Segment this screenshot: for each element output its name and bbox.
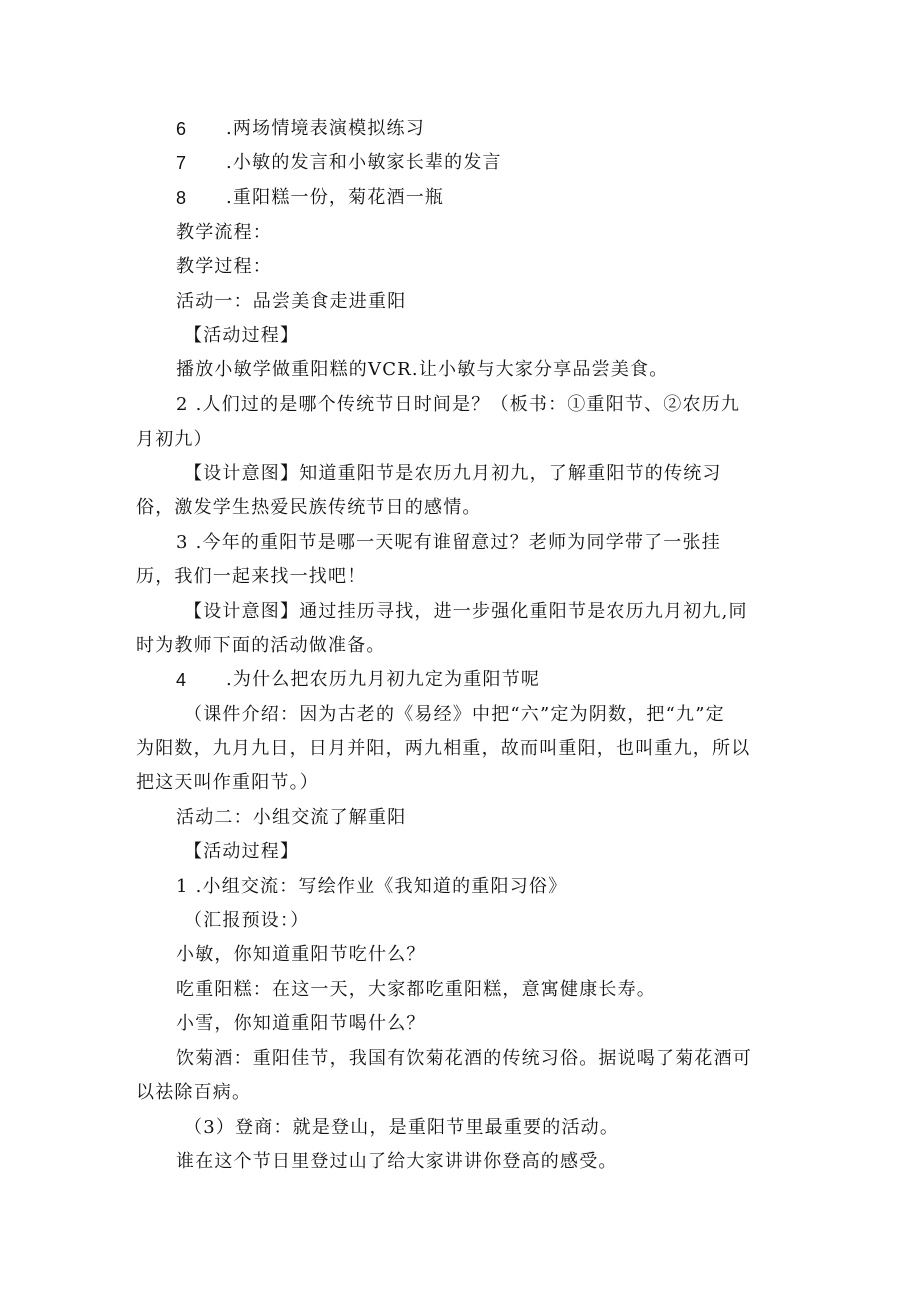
heading-teaching-process: 教学过程： [176, 256, 272, 277]
activity-2-process-label: 【活动过程】 [184, 841, 300, 862]
courseware-intro-line-2: 为阳数，九月九日，日月并阳，两九相重，故而叫重阳，也叫重九，所以 [136, 738, 751, 759]
activity-1-vcr: 播放小敏学做重阳糕的VCR.让小敏与大家分享品尝美食。 [176, 359, 669, 380]
heading-activity-2: 活动二：小组交流了解重阳 [176, 807, 407, 828]
question-what-to-eat: 小敏，你知道重阳节吃什么？ [176, 944, 426, 965]
material-item-8: .重阳糕一份，菊花酒一瓶 [226, 187, 445, 208]
design-intent-1-line-1: 【设计意图】知道重阳节是农历九月初九，了解重阳节的传统习 [184, 463, 722, 484]
design-intent-2-line-1: 【设计意图】通过挂历寻找，进一步强化重阳节是农历九月初九,同 [184, 601, 748, 622]
list-number-6: 6 [176, 119, 187, 139]
answer-drink-line-2: 以祛除百病。 [136, 1082, 252, 1103]
question-3-line-1: 3 .今年的重阳节是哪一天呢有谁留意过？老师为同学带了一张挂 [176, 532, 721, 553]
question-2-line-1: 2 .人们过的是哪个传统节日时间是？（板书：①重阳节、②农历九 [176, 394, 741, 415]
heading-teaching-flow: 教学流程： [176, 222, 272, 243]
design-intent-2-line-2: 时为教师下面的活动做准备。 [136, 635, 386, 656]
climb-heights: （3）登商：就是登山，是重阳节里最重要的活动。 [184, 1117, 620, 1138]
question-2-line-2: 月初九） [136, 429, 213, 450]
group-exchange-item-1: 1 .小组交流：写绘作业《我知道的重阳习俗》 [176, 876, 568, 897]
courseware-intro-line-3: 把这天叫作重阳节。） [136, 772, 319, 793]
material-item-7: .小敏的发言和小敏家长辈的发言 [226, 152, 502, 173]
question-3-line-2: 历，我们一起来找一找吧！ [136, 566, 367, 587]
activity-1-process-label: 【活动过程】 [184, 325, 300, 346]
heading-activity-1: 活动一：品尝美食走进重阳 [176, 291, 407, 312]
report-preset: （汇报预设：） [184, 910, 310, 931]
question-what-to-drink: 小雪，你知道重阳节喝什么？ [176, 1013, 426, 1034]
question-4: .为什么把农历九月初九定为重阳节呢 [226, 669, 541, 690]
list-number-7: 7 [176, 153, 187, 173]
climb-question: 谁在这个节日里登过山了给大家讲讲你登高的感受。 [176, 1151, 618, 1172]
list-number-4: 4 [176, 670, 187, 690]
answer-eat-cake: 吃重阳糕：在这一天，大家都吃重阳糕，意寓健康长寿。 [176, 979, 656, 1000]
design-intent-1-line-2: 俗，激发学生热爱民族传统节日的感情。 [136, 497, 482, 518]
material-item-6: .两场情境表演模拟练习 [226, 118, 425, 139]
list-number-8: 8 [176, 188, 187, 208]
courseware-intro-line-1: （课件介绍：因为古老的《易经》中把“六”定为阴数，把“九”定 [184, 704, 725, 725]
answer-drink-line-1: 饮菊酒：重阳佳节，我国有饮菊花酒的传统习俗。据说喝了菊花酒可 [176, 1048, 752, 1069]
